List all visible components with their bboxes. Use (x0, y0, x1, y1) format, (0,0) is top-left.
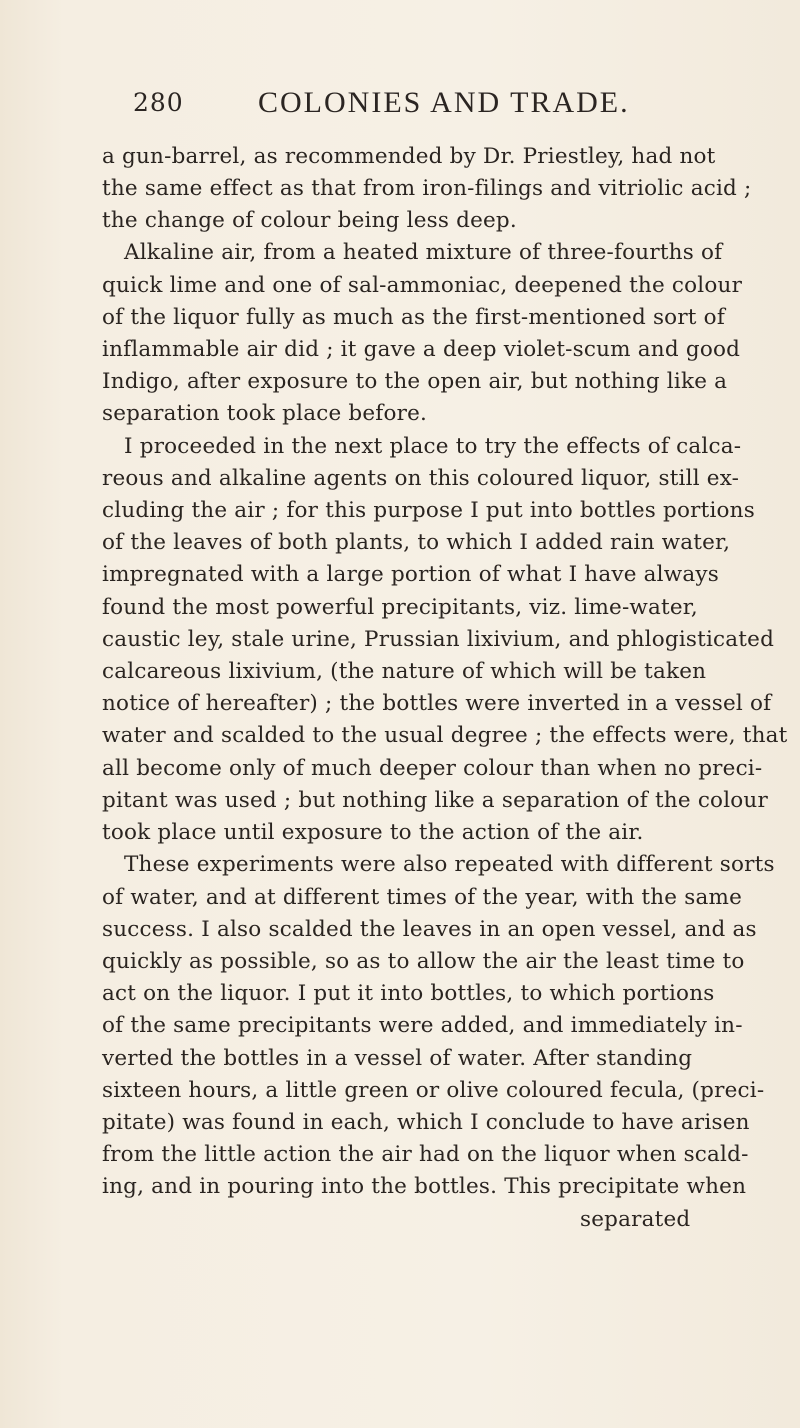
text-line: I proceeded in the next place to try the effects of calca- (124, 434, 742, 459)
text-line: of the leaves of both plants, to which I added rain water, (102, 530, 731, 555)
text-line: sixteen hours, a little green or olive coloured fecula, (preci- (102, 1078, 765, 1103)
text-line: found the most powerful precipitants, viz. lime-water, (102, 595, 698, 620)
text-line: notice of hereafter) ; the bottles were inverted in a vessel of (102, 691, 772, 716)
text-line: the same effect as that from iron-filings and vitriolic acid ; (102, 176, 752, 201)
running-head: COLONIES AND TRADE. (258, 86, 630, 119)
text-line: calcareous lixivium, (the nature of which will be taken (102, 659, 707, 684)
text-line: act on the liquor. I put it into bottles, to which portions (102, 981, 715, 1006)
text-line: of water, and at different times of the year, with the same (102, 885, 743, 910)
catchword: separated (580, 1207, 691, 1232)
text-line: the change of colour being less deep. (102, 208, 517, 233)
text-line: of the liquor fully as much as the first-mentioned sort of (102, 305, 725, 330)
text-line: quickly as possible, so as to allow the air the least time to (102, 949, 745, 974)
text-line: verted the bottles in a vessel of water. After standing (102, 1046, 693, 1071)
text-line: success. I also scalded the leaves in an open vessel, and as (102, 917, 757, 942)
text-line: all become only of much deeper colour than when no preci- (102, 756, 763, 781)
text-line: reous and alkaline agents on this coloured liquor, still ex- (102, 466, 740, 491)
text-line: Alkaline air, from a heated mixture of three-fourths of (124, 240, 723, 265)
text-line: from the little action the air had on the liquor when scald- (102, 1142, 749, 1167)
page-header (0, 86, 800, 122)
text-line: of the same precipitants were added, and immediately in- (102, 1013, 743, 1038)
text-line: took place until exposure to the action of the air. (102, 820, 644, 845)
text-line: quick lime and one of sal-ammoniac, deepened the colour (102, 273, 743, 298)
text-line: pitate) was found in each, which I conclude to have arisen (102, 1110, 750, 1135)
text-line: Indigo, after exposure to the open air, but nothing like a (102, 369, 728, 394)
text-line: inflammable air did ; it gave a deep violet-scum and good (102, 337, 741, 362)
text-line: separation took place before. (102, 401, 428, 426)
text-line: cluding the air ; for this purpose I put into bottles portions (102, 498, 755, 523)
text-line: impregnated with a large portion of what I have always (102, 562, 719, 587)
text-line: These experiments were also repeated with different sorts (124, 852, 775, 877)
text-line: a gun-barrel, as recommended by Dr. Priestley, had not (102, 144, 716, 169)
text-line: pitant was used ; but nothing like a separation of the colour (102, 788, 768, 813)
text-line: ing, and in pouring into the bottles. This precipitate when (102, 1174, 747, 1199)
text-line: water and scalded to the usual degree ; the effects were, that (102, 723, 788, 748)
page-number: 280 (133, 88, 184, 117)
text-line: caustic ley, stale urine, Prussian lixivium, and phlogisticated (102, 627, 775, 652)
